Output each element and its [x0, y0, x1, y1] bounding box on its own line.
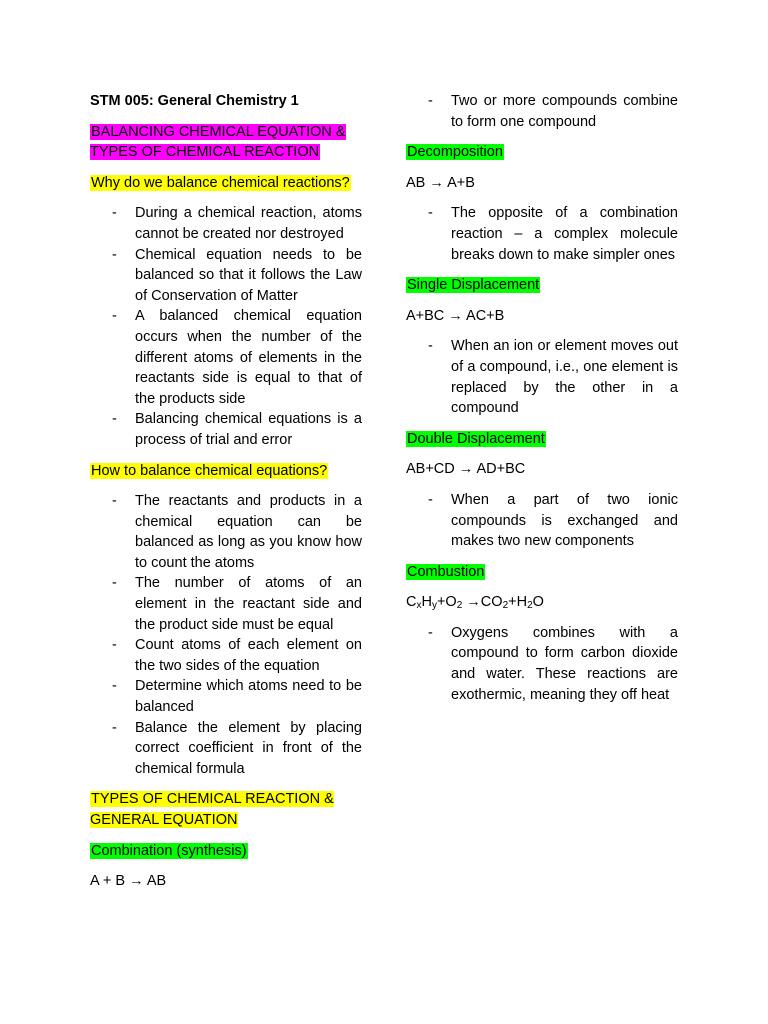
dash-bullet: - — [112, 308, 117, 325]
combustion-heading-text: Combustion — [407, 563, 485, 580]
eq-part: +H — [508, 594, 528, 611]
combination-heading-text: Combination (synthesis) — [91, 842, 247, 859]
list-item-text: Balancing chemical equations is a process of trial and error — [135, 411, 362, 448]
eq-subscript: y — [431, 600, 437, 612]
list-item — [90, 635, 362, 676]
list-item-text: Oxygens combines with a compound to form carbon dioxide and water. These reactions are exothermic, meaning they off heat — [451, 624, 678, 703]
eq-part: C — [406, 594, 417, 611]
list-item — [90, 573, 362, 635]
dash-bullet: - — [428, 93, 433, 109]
left-column — [90, 91, 362, 902]
decomposition-heading — [406, 142, 678, 163]
double-displacement-heading — [406, 429, 678, 450]
eq-part: →CO — [462, 594, 503, 611]
dash-bullet: - — [428, 205, 433, 222]
right-column — [406, 91, 678, 715]
list-item-text: When a part of two ionic compounds is exchanged and makes two new components — [451, 491, 678, 550]
list-item — [406, 203, 678, 265]
combustion-equation — [406, 592, 678, 613]
single-displacement-equation: A+BC → AC+B — [406, 307, 505, 324]
list-item — [406, 336, 678, 418]
list-item-text: Determine which atoms need to be balanced — [135, 678, 362, 716]
list-item — [406, 623, 678, 705]
main-heading-text: BALANCING CHEMICAL EQUATION & TYPES OF CHEMICAL REACTION — [90, 123, 346, 161]
question-how-balance-text: How to balance chemical equations? — [91, 462, 328, 479]
list-item-text: Chemical equation needs to be balanced so that it follows the Law of Conservation of Matter — [135, 246, 362, 304]
question-how-balance — [90, 461, 362, 482]
single-displacement-heading-text: Single Displacement — [407, 277, 540, 294]
dash-bullet: - — [112, 575, 117, 592]
list-item-text: Count atoms of each element on the two sides of the equation — [135, 637, 362, 674]
why-balance-list — [90, 203, 362, 450]
list-item — [90, 718, 362, 780]
double-displacement-heading-text: Double Displacement — [407, 430, 545, 447]
double-displacement-equation: AB+CD → AD+BC — [406, 461, 526, 478]
dash-bullet: - — [112, 637, 117, 654]
decomposition-heading-text: Decomposition — [407, 144, 503, 161]
decomposition-equation: AB → A+B — [406, 174, 475, 191]
list-item — [90, 491, 362, 573]
list-item-text: A balanced chemical equation occurs when the number of the different atoms of elements in the reactants side is equal to that of the products side — [135, 308, 362, 407]
combustion-heading — [406, 562, 678, 583]
combustion-description-list — [406, 623, 678, 705]
list-item-text: The number of atoms of an element in the reactant side and the product side must be equal — [135, 575, 362, 633]
list-item — [90, 676, 362, 717]
dash-bullet: - — [112, 678, 117, 695]
list-item — [406, 91, 678, 132]
list-item — [90, 245, 362, 307]
how-balance-list — [90, 491, 362, 779]
combination-equation: A + B → AB — [90, 873, 167, 890]
combination-description-list — [406, 91, 678, 132]
eq-part: +O — [436, 594, 457, 611]
list-item-text: Two or more compounds combine to form one compound — [451, 93, 678, 130]
dash-bullet: - — [112, 411, 117, 428]
list-item-text: The reactants and products in a chemical equation can be balanced as long as you know how to count the atoms — [135, 493, 362, 571]
dash-bullet: - — [112, 205, 117, 222]
list-item — [90, 306, 362, 409]
dash-bullet: - — [428, 624, 433, 641]
eq-part: H — [421, 594, 432, 611]
list-item-text: Balance the element by placing correct coefficient in front of the chemical formula — [135, 719, 362, 777]
list-item-text: During a chemical reaction, atoms cannot be created nor destroyed — [135, 205, 362, 242]
dash-bullet: - — [112, 246, 117, 263]
list-item — [90, 203, 362, 244]
list-item — [406, 490, 678, 552]
question-why-balance — [90, 173, 362, 194]
eq-part: O — [532, 594, 544, 611]
document-title: STM 005: General Chemistry 1 — [90, 93, 299, 109]
double-displacement-description-list — [406, 490, 678, 552]
single-displacement-heading — [406, 275, 678, 296]
types-heading — [90, 789, 362, 830]
main-heading — [90, 122, 362, 163]
eq-subscript: 2 — [456, 600, 463, 612]
dash-bullet: - — [112, 719, 117, 736]
eq-subscript: 2 — [527, 600, 533, 612]
dash-bullet: - — [112, 493, 117, 510]
dash-bullet: - — [428, 338, 433, 355]
eq-subscript: x — [416, 600, 422, 612]
dash-bullet: - — [428, 491, 433, 508]
combination-heading — [90, 841, 362, 862]
list-item — [90, 409, 362, 450]
eq-subscript: 2 — [502, 600, 509, 612]
list-item-text: The opposite of a combination reaction – a complex molecule breaks down to make simpler ones — [451, 205, 678, 263]
question-why-balance-text: Why do we balance chemical reactions? — [91, 174, 350, 191]
single-displacement-description-list — [406, 336, 678, 418]
list-item-text: When an ion or element moves out of a compound, i.e., one element is replaced by the other in a compound — [451, 338, 678, 417]
decomposition-description-list — [406, 203, 678, 265]
types-heading-text: TYPES OF CHEMICAL REACTION & GENERAL EQUATION — [90, 791, 334, 828]
